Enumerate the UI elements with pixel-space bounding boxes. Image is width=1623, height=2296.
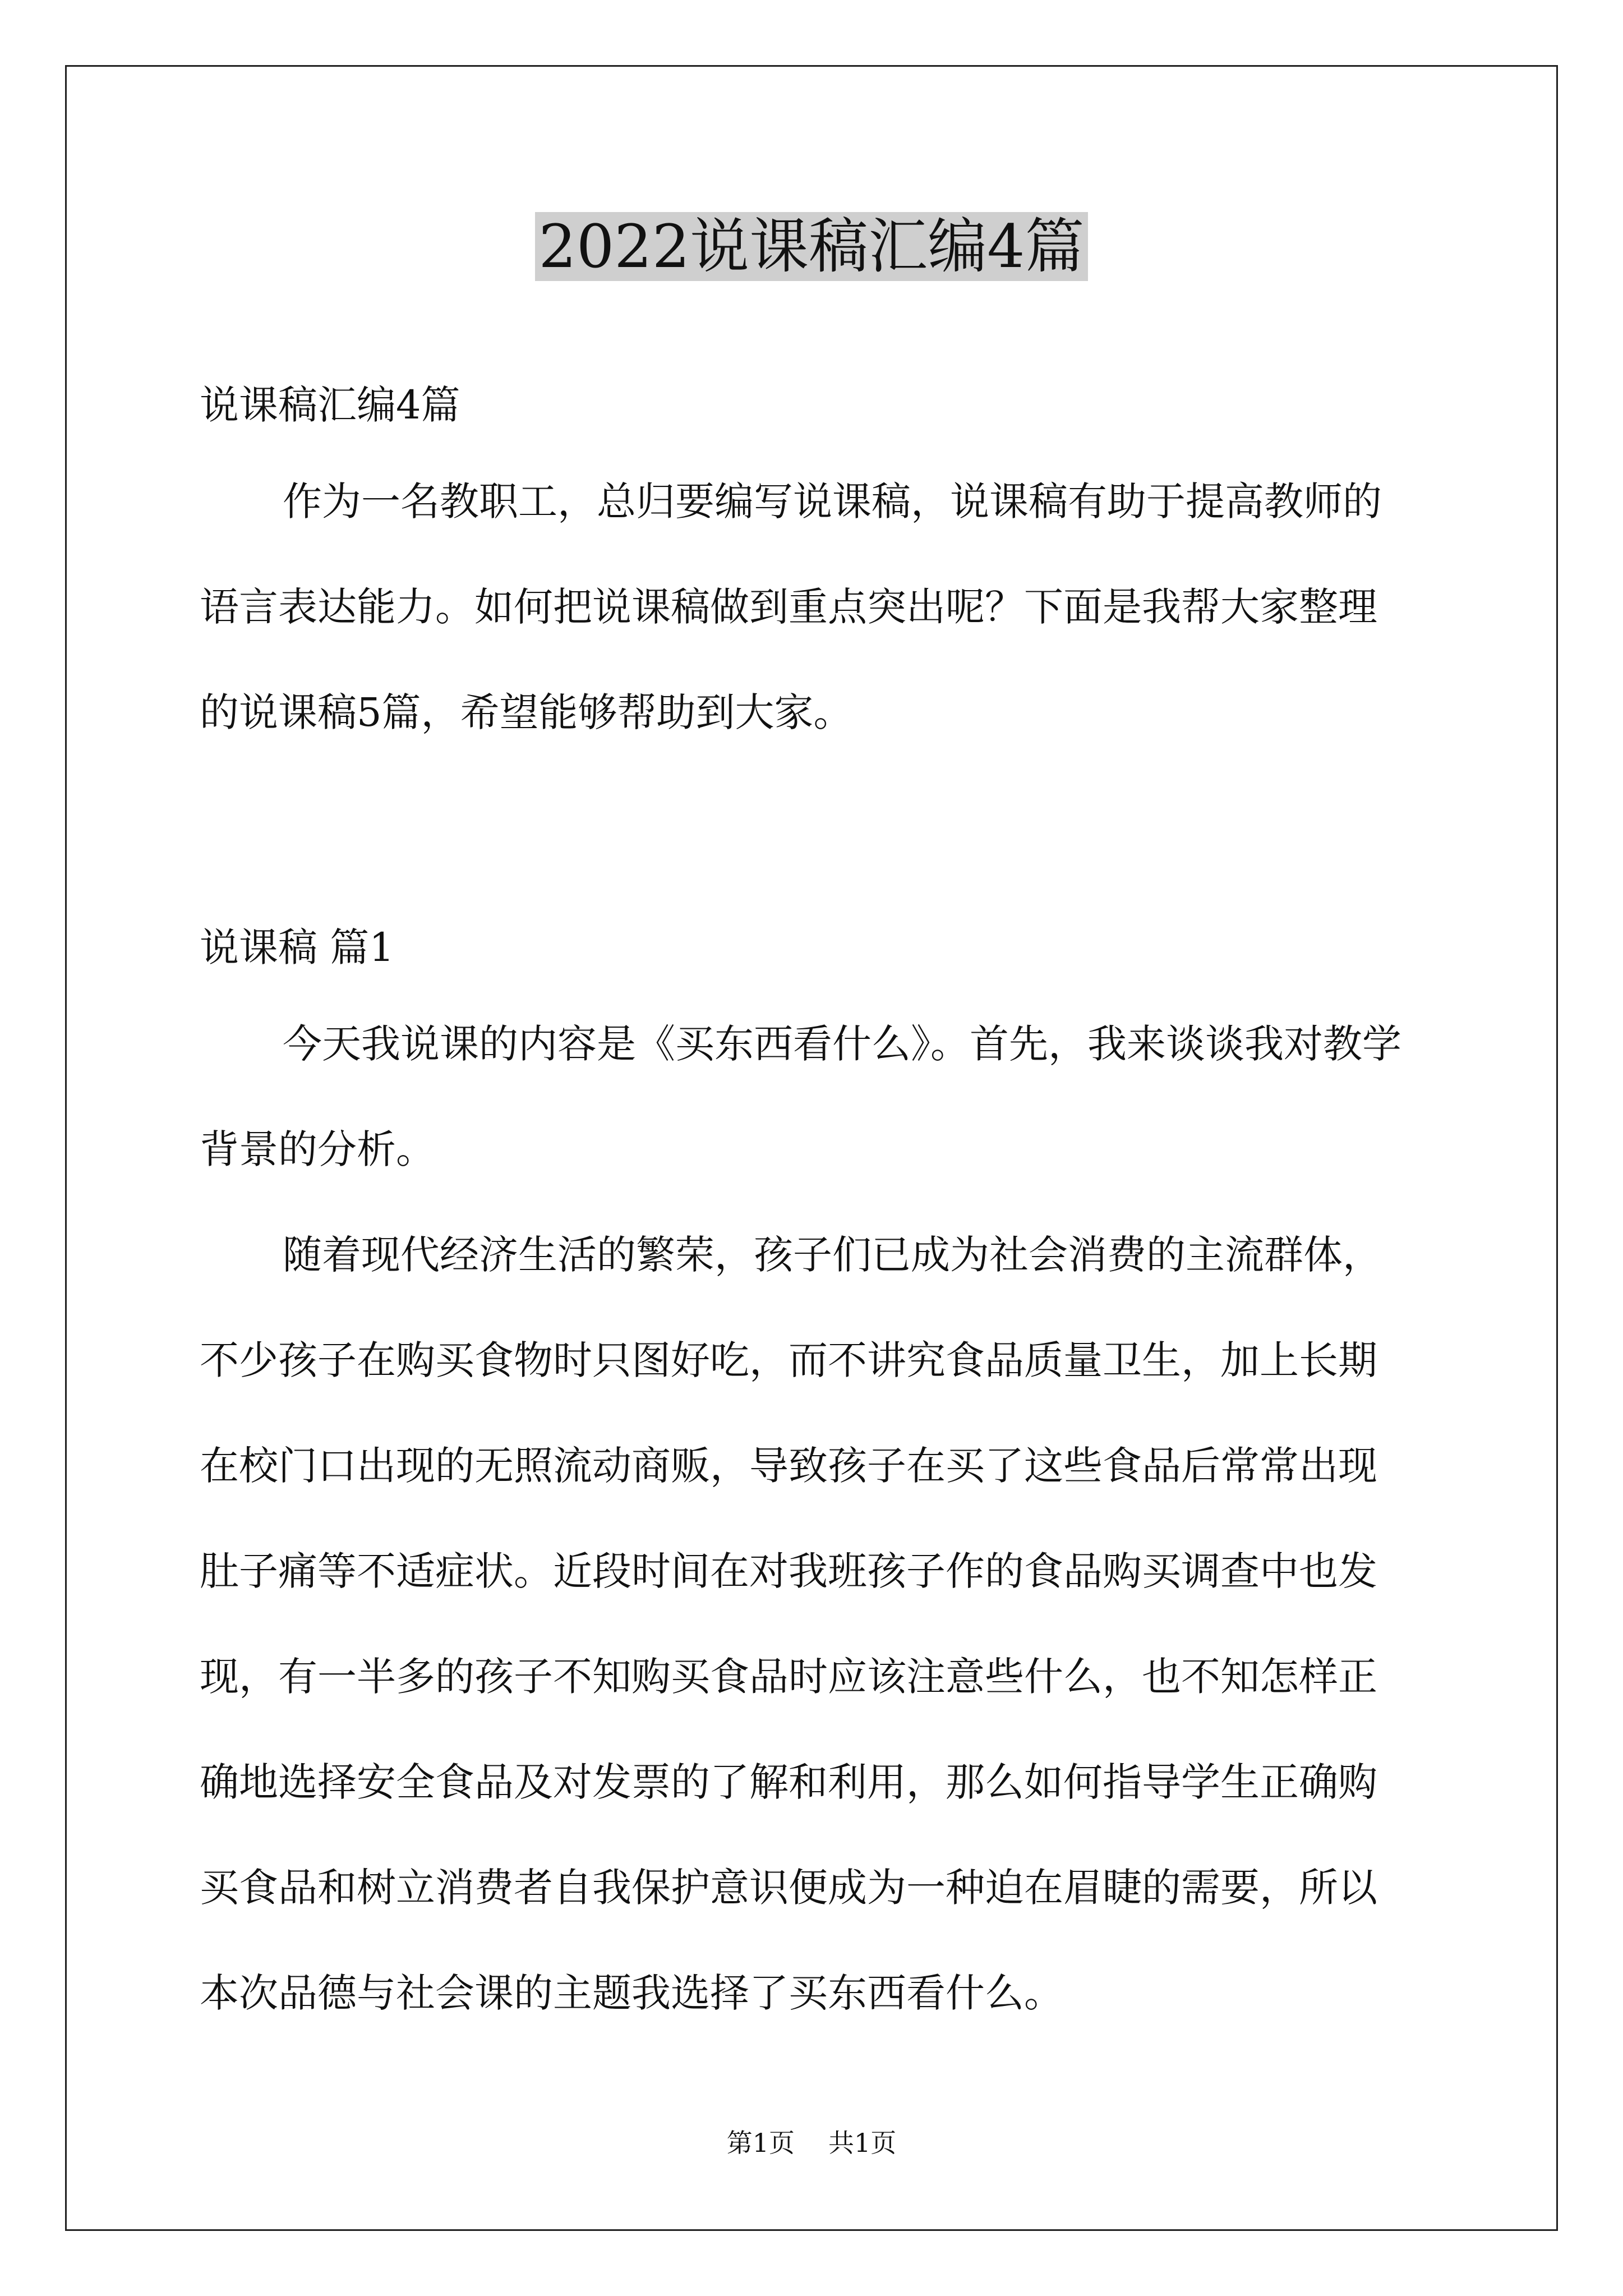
paragraph-line: 在校门口出现的无照流动商贩，导致孩子在买了这些食品后常常出现 [200, 1443, 1377, 1489]
document-title [0, 208, 1623, 286]
paragraph-1 [200, 991, 1433, 1202]
section-heading [200, 895, 1433, 1000]
intro-paragraph [200, 449, 1433, 765]
paragraph-line: 不少孩子在购买食物时只图好吃，而不讲究食品质量卫生，加上长期 [200, 1337, 1377, 1383]
paragraph-line: 现，有一半多的孩子不知购买食品时应该注意些什么，也不知怎样正 [200, 1654, 1377, 1700]
page-footer [0, 2126, 1623, 2160]
intro-line: 语言表达能力。如何把说课稿做到重点突出呢？下面是我帮大家整理 [200, 584, 1377, 630]
paragraph-line: 肚子痛等不适症状。近段时间在对我班孩子作的食品购买调查中也发 [200, 1548, 1377, 1594]
subtitle [200, 352, 1433, 458]
intro-line: 作为一名教职工，总归要编写说课稿，说课稿有助于提高教师的 [283, 478, 1382, 524]
page-number-current: 第1页 [726, 2128, 795, 2158]
paragraph-line: 随着现代经济生活的繁荣，孩子们已成为社会消费的主流群体， [283, 1232, 1382, 1278]
paragraph-line: 今天我说课的内容是《买东西看什么》。首先，我来谈谈我对教学 [283, 1021, 1401, 1067]
paragraph-line: 本次品德与社会课的主题我选择了买东西看什么。 [200, 1970, 1063, 2016]
page-number-total: 共1页 [828, 2128, 897, 2158]
subtitle-text: 说课稿汇编4篇 [200, 382, 460, 428]
paragraph-line: 背景的分析。 [200, 1126, 435, 1172]
document-title-text: 2022说课稿汇编4篇 [535, 212, 1087, 281]
paragraph-line: 确地选择安全食品及对发票的了解和利用，那么如何指导学生正确购 [200, 1759, 1377, 1805]
section-heading-text: 说课稿 篇1 [200, 924, 394, 970]
paragraph-2 [200, 1202, 1433, 2046]
paragraph-line: 买食品和树立消费者自我保护意识便成为一种迫在眉睫的需要，所以 [200, 1865, 1377, 1911]
intro-line: 的说课稿5篇，希望能够帮助到大家。 [200, 689, 853, 735]
